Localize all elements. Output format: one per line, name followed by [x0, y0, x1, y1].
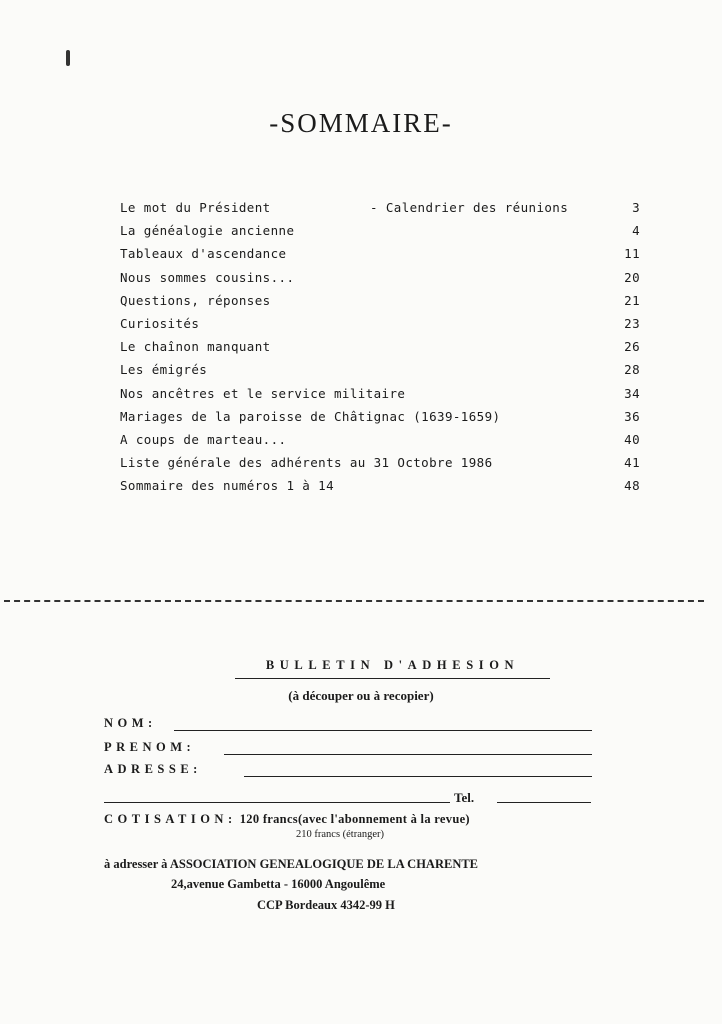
toc-label: Questions, réponses [120, 292, 271, 308]
toc-row [120, 432, 640, 455]
cotisation-value: 120 francs(avec l'abonnement à la revue) [239, 812, 470, 826]
toc-row [120, 409, 640, 432]
toc-label-secondary: - Calendrier des réunions [370, 200, 569, 215]
toc-label: Mariages de la paroisse de Châtignac (1639-1659) [120, 408, 501, 424]
address-continuation-line[interactable] [104, 802, 450, 803]
toc-row [120, 246, 640, 269]
cotisation-line [104, 812, 470, 827]
prenom-label: PRENOM: [104, 740, 196, 754]
page-title: -SOMMAIRE- [269, 108, 453, 138]
tel-label: Tel. [454, 790, 475, 805]
toc-label: Nos ancêtres et le service militaire [120, 385, 406, 401]
toc-label: La généalogie ancienne [120, 223, 295, 239]
toc-page: 40 [624, 431, 640, 447]
nom-label: NOM: [104, 716, 157, 730]
toc-label: Tableaux d'ascendance [120, 246, 287, 262]
toc-page: 41 [624, 455, 640, 471]
toc-label: Sommaire des numéros 1 à 14 [120, 478, 334, 494]
toc-label: Curiosités [120, 315, 200, 331]
toc-label: Les émigrés [120, 362, 208, 378]
toc-page: 28 [624, 362, 640, 378]
toc-page: 48 [624, 478, 640, 494]
address-line-2: 24,avenue Gambetta - 16000 Angoulême [171, 877, 386, 891]
toc-page: 4 [632, 223, 640, 239]
cotisation-foreign: 210 francs (étranger) [296, 829, 385, 840]
scan-artifact [66, 50, 70, 66]
nom-field[interactable] [104, 716, 594, 734]
toc-row [120, 455, 640, 478]
toc-page: 23 [624, 315, 640, 331]
toc-row [120, 339, 640, 362]
adresse-input-line[interactable] [244, 776, 592, 777]
toc-page: 34 [624, 385, 640, 401]
toc-row [120, 293, 640, 316]
prenom-input-line[interactable] [224, 754, 592, 755]
form-subheading: (à découper ou à recopier) [288, 688, 434, 703]
tel-input-line[interactable] [497, 802, 591, 803]
adresse-label: ADRESSE: [104, 762, 202, 776]
toc-label: A coups de marteau... [120, 431, 287, 447]
toc-page: 3 [632, 200, 640, 215]
cotisation-label: COTISATION: [104, 812, 237, 826]
address-line-1: à adresser à ASSOCIATION GENEALOGIQUE DE LA CHARENTE [104, 857, 479, 871]
table-of-contents [120, 200, 640, 501]
toc-page: 26 [624, 339, 640, 355]
toc-row [120, 362, 640, 385]
toc-row [120, 200, 640, 223]
toc-row [120, 478, 640, 501]
toc-row [120, 223, 640, 246]
toc-page: 36 [624, 408, 640, 424]
form-heading: BULLETIN D'ADHESION [235, 658, 550, 679]
toc-label: Nous sommes cousins... [120, 269, 295, 285]
address-line-3: CCP Bordeaux 4342-99 H [257, 898, 395, 912]
toc-page: 21 [624, 292, 640, 308]
toc-label: Liste générale des adhérents au 31 Octobre 1986 [120, 455, 493, 471]
toc-page: 11 [624, 246, 640, 262]
toc-row [120, 386, 640, 409]
nom-input-line[interactable] [174, 730, 592, 731]
cut-line [4, 600, 704, 602]
toc-row [120, 316, 640, 339]
adresse-field[interactable] [104, 762, 594, 780]
toc-label: Le chaînon manquant [120, 339, 271, 355]
toc-row [120, 270, 640, 293]
prenom-field[interactable] [104, 740, 594, 758]
toc-label: Le mot du Président [120, 200, 271, 215]
toc-page: 20 [624, 269, 640, 285]
